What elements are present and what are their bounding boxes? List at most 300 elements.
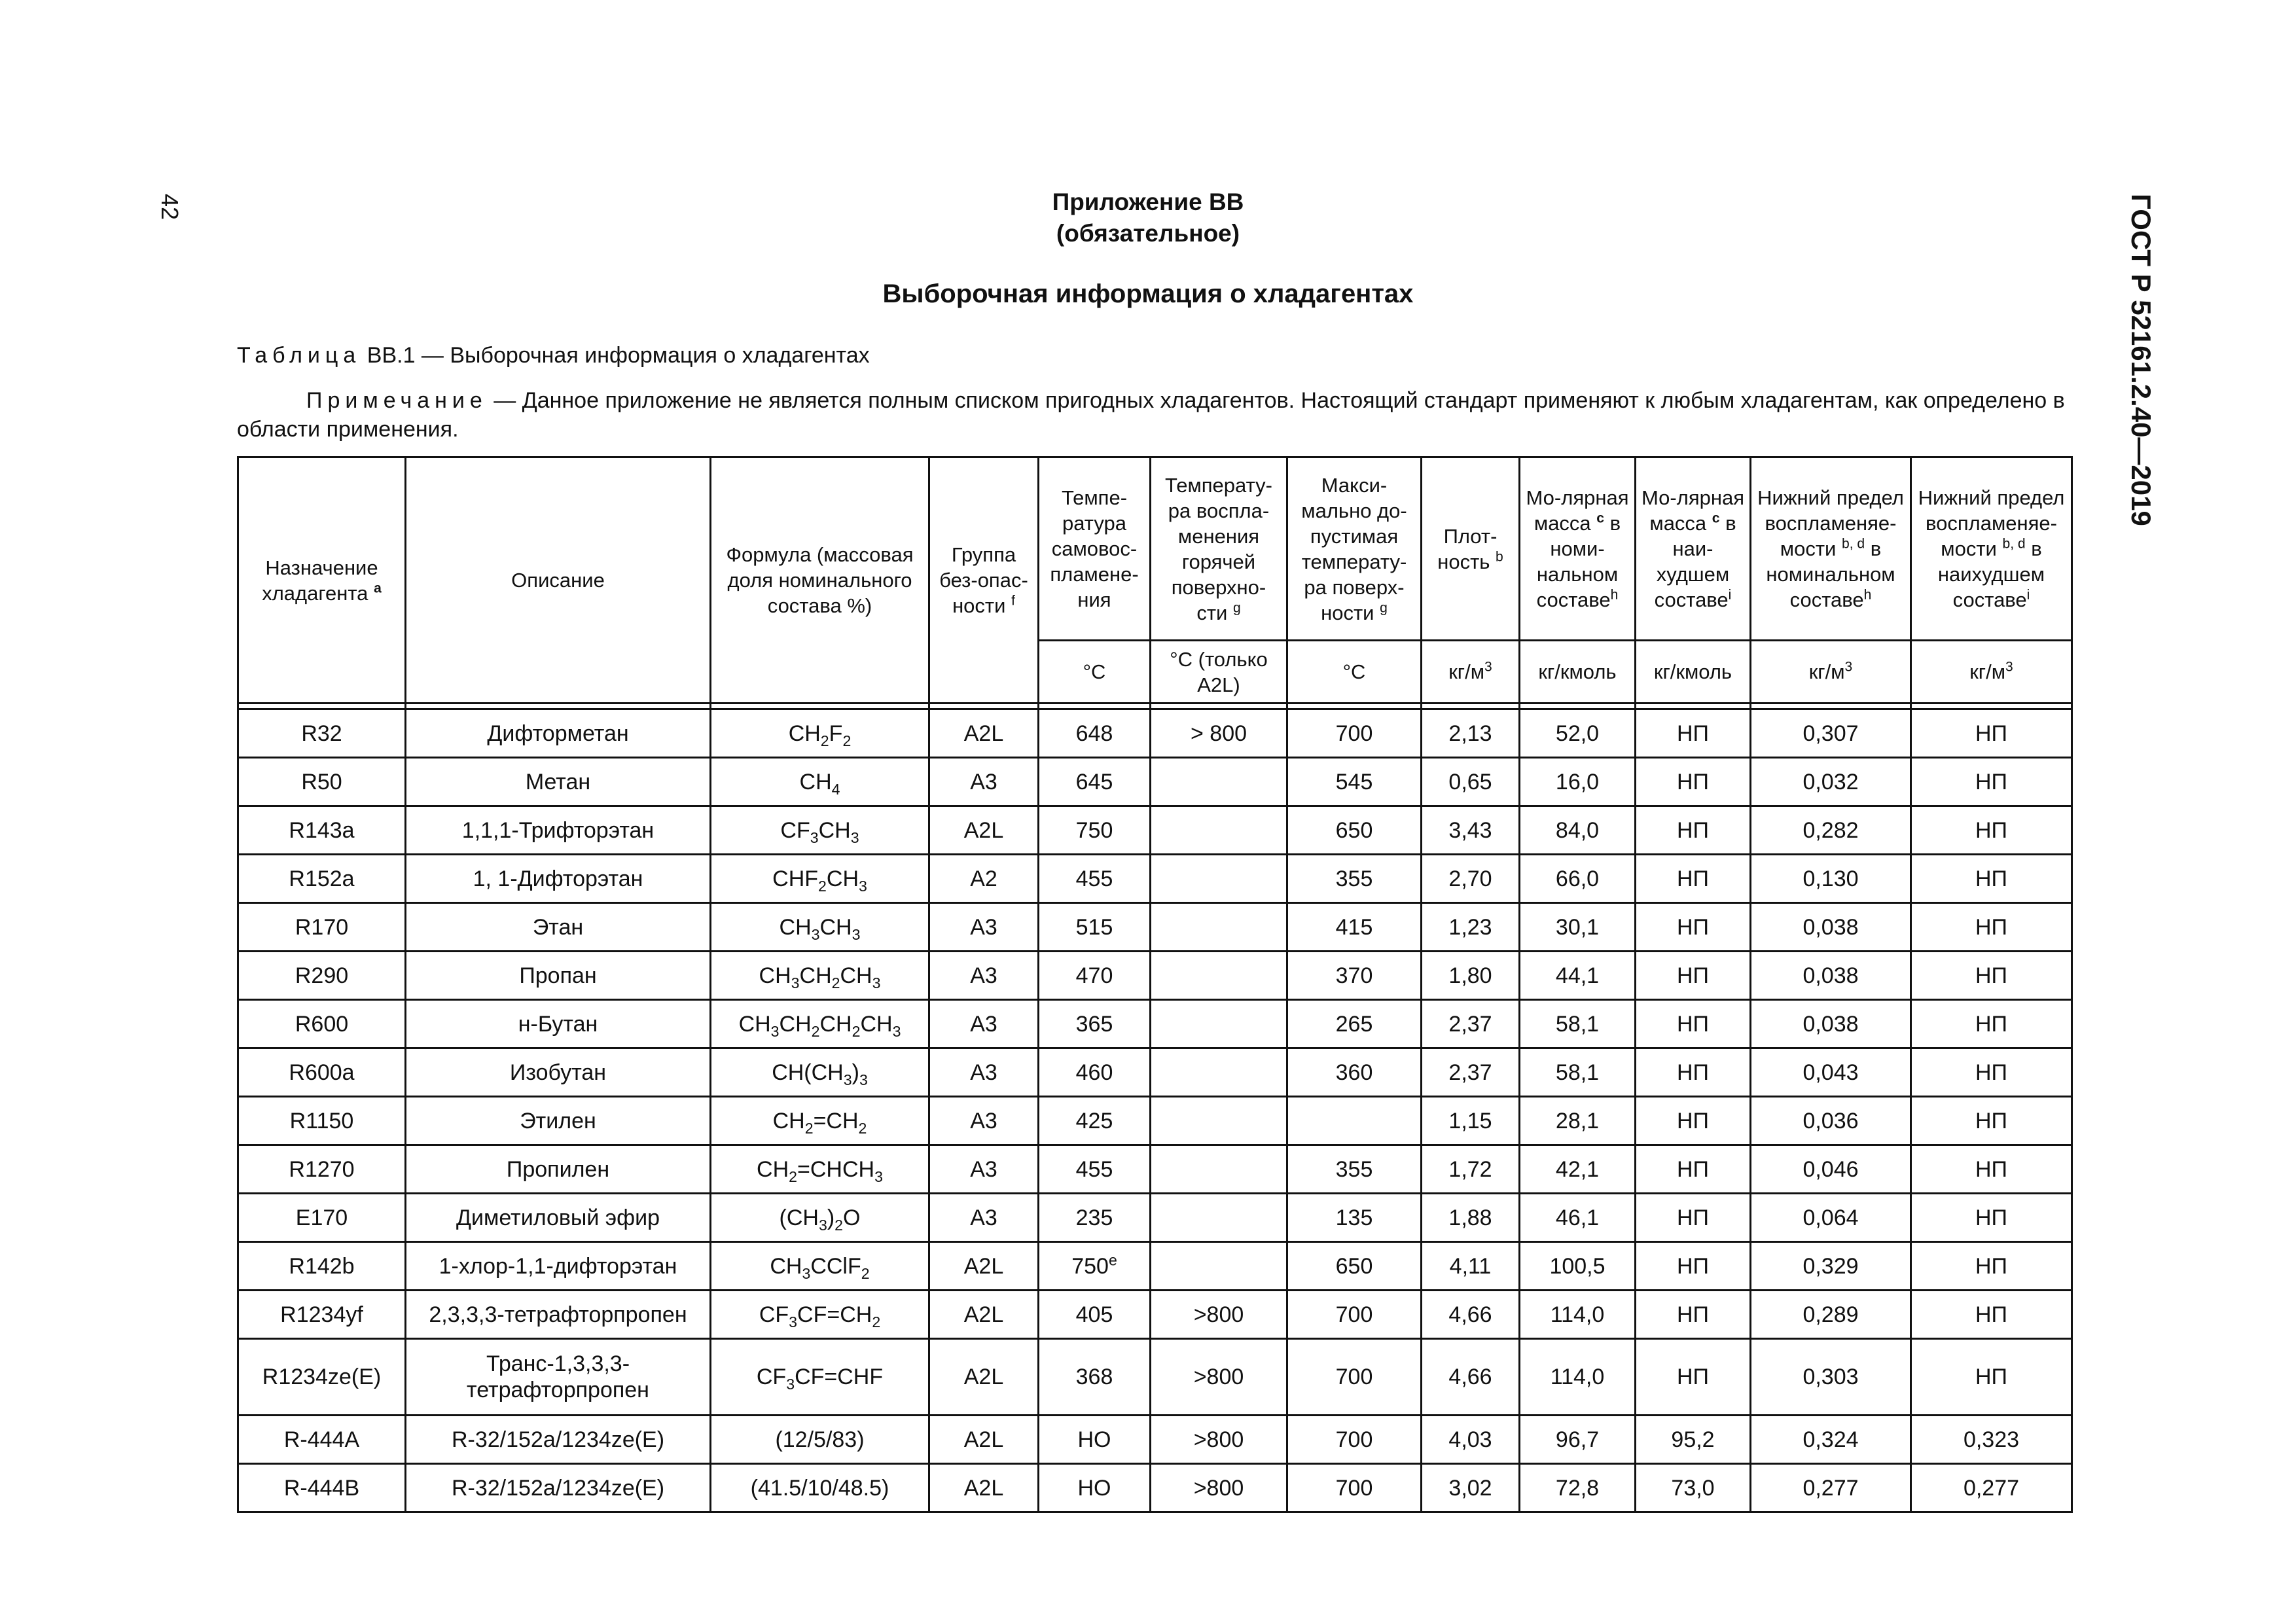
autoignition-temperature: 515 bbox=[1039, 903, 1151, 952]
autoignition-temperature: 405 bbox=[1039, 1291, 1151, 1339]
density: 3,02 bbox=[1422, 1464, 1520, 1512]
formula-subscript: 4 bbox=[831, 780, 840, 798]
refrigerant-formula: (41.5/10/48.5) bbox=[711, 1464, 929, 1512]
superscript-mark: c bbox=[1712, 510, 1720, 526]
unit-cell: °C bbox=[1039, 641, 1151, 704]
molar-mass-nominal: 30,1 bbox=[1520, 903, 1636, 952]
refrigerant-designation: R1234ze(E) bbox=[238, 1339, 406, 1416]
refrigerant-description: Пропилен bbox=[406, 1145, 711, 1194]
molar-mass-worst-case: НП bbox=[1636, 758, 1751, 806]
formula-subscript: 3 bbox=[859, 877, 867, 895]
density: 3,43 bbox=[1422, 806, 1520, 855]
refrigerant-formula: $CH_3CH_3$ bbox=[711, 903, 929, 952]
lfl-worst-case: 0,323 bbox=[1911, 1416, 2072, 1464]
refrigerant-description: Транс-1,3,3,3-тетрафторпропен bbox=[406, 1339, 711, 1416]
formula-subscript: 3 bbox=[843, 1071, 852, 1088]
hot-surface-ignition-temperature bbox=[1151, 1097, 1287, 1145]
max-surface-temperature bbox=[1287, 1097, 1422, 1145]
lfl-nominal: 0,329 bbox=[1751, 1242, 1911, 1291]
table-row bbox=[238, 709, 2072, 758]
lfl-nominal: 0,043 bbox=[1751, 1048, 1911, 1097]
refrigerant-formula: $CHF_2CH_3$ bbox=[711, 855, 929, 903]
header-text: Описание bbox=[511, 569, 605, 592]
superscript-mark: b bbox=[1496, 548, 1503, 564]
molar-mass-worst-case: НП bbox=[1636, 1048, 1751, 1097]
molar-mass-nominal: 28,1 bbox=[1520, 1097, 1636, 1145]
header-text: Температу-ра воспла-менения горячей поверхно-сти bbox=[1165, 473, 1272, 624]
safety-group: A2L bbox=[929, 1416, 1039, 1464]
safety-group: A2L bbox=[929, 1339, 1039, 1416]
molar-mass-worst-case: НП bbox=[1636, 1291, 1751, 1339]
lfl-worst-case: НП bbox=[1911, 903, 2072, 952]
refrigerant-designation: R1270 bbox=[238, 1145, 406, 1194]
safety-group: A3 bbox=[929, 1145, 1039, 1194]
max-surface-temperature: 650 bbox=[1287, 1242, 1422, 1291]
header-text: Плот-ность bbox=[1437, 524, 1498, 573]
density: 1,23 bbox=[1422, 903, 1520, 952]
molar-mass-worst-case: НП bbox=[1636, 1000, 1751, 1048]
table-row bbox=[238, 1339, 2072, 1416]
lfl-nominal: 0,064 bbox=[1751, 1194, 1911, 1242]
refrigerant-description: R-32/152a/1234ze(E) bbox=[406, 1464, 711, 1512]
lfl-worst-case: НП bbox=[1911, 1000, 2072, 1048]
header-cell: Нижний предел воспламеняе-мости $^{b, d}$ в наихудшем составе$^i$ bbox=[1911, 457, 2072, 641]
table-row bbox=[238, 1242, 2072, 1291]
safety-group: A2L bbox=[929, 1242, 1039, 1291]
refrigerant-description: 2,3,3,3-тетрафторпропен bbox=[406, 1291, 711, 1339]
separator-cell bbox=[1151, 704, 1287, 709]
refrigerant-description: Пропан bbox=[406, 952, 711, 1000]
refrigerant-description: н-Бутан bbox=[406, 1000, 711, 1048]
molar-mass-nominal: 84,0 bbox=[1520, 806, 1636, 855]
autoignition-temperature: 425 bbox=[1039, 1097, 1151, 1145]
table-row bbox=[238, 1145, 2072, 1194]
molar-mass-nominal: 16,0 bbox=[1520, 758, 1636, 806]
formula-subscript: 2 bbox=[811, 1022, 820, 1040]
density: 1,15 bbox=[1422, 1097, 1520, 1145]
lfl-nominal: 0,324 bbox=[1751, 1416, 1911, 1464]
lfl-nominal: 0,046 bbox=[1751, 1145, 1911, 1194]
safety-group: A2L bbox=[929, 709, 1039, 758]
table-row bbox=[238, 1291, 2072, 1339]
hot-surface-ignition-temperature: >800 bbox=[1151, 1416, 1287, 1464]
header-cell bbox=[238, 457, 406, 704]
header-cell: Мо-лярная масса $^c$ в наи-худшем составе$^i$ bbox=[1636, 457, 1751, 641]
superscript-mark: 3 bbox=[2005, 659, 2013, 675]
safety-group: A3 bbox=[929, 1000, 1039, 1048]
autoignition-temperature: 365 bbox=[1039, 1000, 1151, 1048]
molar-mass-worst-case: НП bbox=[1636, 855, 1751, 903]
header-text: Формула (массовая доля номинального состава %) bbox=[726, 543, 914, 617]
refrigerant-formula: $CF_3CF=CHF$ bbox=[711, 1339, 929, 1416]
refrigerant-formula: $CH_2=CH_2$ bbox=[711, 1097, 929, 1145]
hot-surface-ignition-temperature bbox=[1151, 1194, 1287, 1242]
formula-subscript: 2 bbox=[861, 1264, 870, 1282]
table-row bbox=[238, 758, 2072, 806]
header-text: Мо-лярная масса bbox=[1641, 486, 1744, 535]
refrigerant-description: Изобутан bbox=[406, 1048, 711, 1097]
density: 2,70 bbox=[1422, 855, 1520, 903]
header-cell bbox=[1422, 457, 1520, 641]
density: 4,03 bbox=[1422, 1416, 1520, 1464]
density: 0,65 bbox=[1422, 758, 1520, 806]
lfl-worst-case: НП bbox=[1911, 952, 2072, 1000]
separator-cell bbox=[1422, 704, 1520, 709]
max-surface-temperature: 700 bbox=[1287, 1464, 1422, 1512]
header-cell bbox=[1039, 457, 1151, 641]
refrigerant-formula: (12/5/83) bbox=[711, 1416, 929, 1464]
refrigerant-formula: $CH_3CH_2CH_3$ bbox=[711, 952, 929, 1000]
molar-mass-nominal: 58,1 bbox=[1520, 1048, 1636, 1097]
autoignition-temperature: 455 bbox=[1039, 1145, 1151, 1194]
hot-surface-ignition-temperature bbox=[1151, 855, 1287, 903]
formula-subscript: 3 bbox=[859, 1071, 868, 1088]
unit-cell: кг/кмоль bbox=[1520, 641, 1636, 704]
lfl-nominal: 0,038 bbox=[1751, 952, 1911, 1000]
refrigerant-description: Метан bbox=[406, 758, 711, 806]
formula-subscript: 3 bbox=[789, 1313, 798, 1330]
header-text: Группа без-опас-ности bbox=[939, 543, 1028, 617]
molar-mass-nominal: 52,0 bbox=[1520, 709, 1636, 758]
formula-subscript: 3 bbox=[872, 974, 881, 991]
header-cell bbox=[406, 457, 711, 704]
table-note bbox=[237, 386, 2070, 444]
header-separator bbox=[238, 704, 2072, 709]
molar-mass-nominal: 114,0 bbox=[1520, 1291, 1636, 1339]
refrigerant-designation: R290 bbox=[238, 952, 406, 1000]
refrigerant-designation: R600a bbox=[238, 1048, 406, 1097]
lfl-nominal: 0,307 bbox=[1751, 709, 1911, 758]
separator-cell bbox=[1911, 704, 2072, 709]
molar-mass-nominal: 66,0 bbox=[1520, 855, 1636, 903]
lfl-nominal: 0,282 bbox=[1751, 806, 1911, 855]
refrigerant-table bbox=[237, 456, 2073, 1513]
lfl-worst-case: НП bbox=[1911, 855, 2072, 903]
refrigerant-designation: R32 bbox=[238, 709, 406, 758]
density: 2,37 bbox=[1422, 1048, 1520, 1097]
hot-surface-ignition-temperature: >800 bbox=[1151, 1339, 1287, 1416]
table-caption-text: ВВ.1 — Выборочная информация о хладагентах bbox=[367, 343, 870, 368]
max-surface-temperature: 355 bbox=[1287, 855, 1422, 903]
refrigerant-designation: R1150 bbox=[238, 1097, 406, 1145]
molar-mass-worst-case: НП bbox=[1636, 1194, 1751, 1242]
refrigerant-formula: $CH_2F_2$ bbox=[711, 709, 929, 758]
hot-surface-ignition-temperature: >800 bbox=[1151, 1291, 1287, 1339]
molar-mass-worst-case: НП bbox=[1636, 1242, 1751, 1291]
formula-subscript: 2 bbox=[852, 1022, 861, 1040]
formula-subscript: 2 bbox=[872, 1313, 881, 1330]
molar-mass-nominal: 42,1 bbox=[1520, 1145, 1636, 1194]
safety-group: A2 bbox=[929, 855, 1039, 903]
refrigerant-designation: R-444B bbox=[238, 1464, 406, 1512]
lfl-nominal: 0,303 bbox=[1751, 1339, 1911, 1416]
separator-cell bbox=[929, 704, 1039, 709]
note-text: — Данное приложение не является полным списком пригодных хладагентов. Настоящий стандарт применяют к любым хладагентам, как определено в области применения. bbox=[237, 388, 2065, 442]
table-row bbox=[238, 1194, 2072, 1242]
table-row bbox=[238, 806, 2072, 855]
refrigerant-description: Этилен bbox=[406, 1097, 711, 1145]
formula-subscript: 3 bbox=[852, 925, 861, 943]
separator-cell bbox=[406, 704, 711, 709]
lfl-worst-case: НП bbox=[1911, 806, 2072, 855]
formula-subscript: 3 bbox=[850, 829, 859, 846]
refrigerant-designation: R142b bbox=[238, 1242, 406, 1291]
header-text: Темпе-ратура самовос-пламене-ния bbox=[1050, 486, 1139, 611]
hot-surface-ignition-temperature bbox=[1151, 1000, 1287, 1048]
molar-mass-nominal: 46,1 bbox=[1520, 1194, 1636, 1242]
lfl-worst-case: НП bbox=[1911, 1339, 2072, 1416]
molar-mass-nominal: 100,5 bbox=[1520, 1242, 1636, 1291]
molar-mass-nominal: 44,1 bbox=[1520, 952, 1636, 1000]
max-surface-temperature: 545 bbox=[1287, 758, 1422, 806]
superscript-mark: i bbox=[2026, 587, 2030, 603]
unit-cell: $кг/м^3$ bbox=[1751, 641, 1911, 704]
annex-status: (обязательное) bbox=[1056, 220, 1240, 247]
separator-cell bbox=[1751, 704, 1911, 709]
refrigerant-designation: R152a bbox=[238, 855, 406, 903]
refrigerant-description: R-32/152a/1234ze(E) bbox=[406, 1416, 711, 1464]
unit-cell: °C bbox=[1287, 641, 1422, 704]
molar-mass-nominal: 72,8 bbox=[1520, 1464, 1636, 1512]
superscript-mark: 3 bbox=[1844, 659, 1853, 675]
autoignition-temperature: 750e bbox=[1039, 1242, 1151, 1291]
max-surface-temperature: 700 bbox=[1287, 1339, 1422, 1416]
lfl-worst-case: НП bbox=[1911, 1048, 2072, 1097]
max-surface-temperature: 700 bbox=[1287, 1416, 1422, 1464]
hot-surface-ignition-temperature bbox=[1151, 903, 1287, 952]
refrigerant-formula: $CH_3CClF_2$ bbox=[711, 1242, 929, 1291]
max-surface-temperature: 415 bbox=[1287, 903, 1422, 952]
safety-group: A3 bbox=[929, 758, 1039, 806]
superscript-mark: h bbox=[1610, 587, 1619, 603]
lfl-worst-case: НП bbox=[1911, 1242, 2072, 1291]
table-caption bbox=[237, 343, 870, 368]
hot-surface-ignition-temperature bbox=[1151, 1048, 1287, 1097]
autoignition-temperature: 368 bbox=[1039, 1339, 1151, 1416]
lfl-worst-case: НП bbox=[1911, 1194, 2072, 1242]
lfl-nominal: 0,036 bbox=[1751, 1097, 1911, 1145]
hot-surface-ignition-temperature: > 800 bbox=[1151, 709, 1287, 758]
max-surface-temperature: 700 bbox=[1287, 1291, 1422, 1339]
autoignition-temperature: 460 bbox=[1039, 1048, 1151, 1097]
unit-cell: $кг/м^3$ bbox=[1911, 641, 2072, 704]
separator-cell bbox=[711, 704, 929, 709]
max-surface-temperature: 135 bbox=[1287, 1194, 1422, 1242]
lfl-nominal: 0,277 bbox=[1751, 1464, 1911, 1512]
density: 1,80 bbox=[1422, 952, 1520, 1000]
table-row bbox=[238, 1464, 2072, 1512]
density: 2,37 bbox=[1422, 1000, 1520, 1048]
refrigerant-designation: E170 bbox=[238, 1194, 406, 1242]
annex-title: Приложение ВВ bbox=[1052, 188, 1244, 215]
refrigerant-formula: $CH_3CH_2CH_2CH_3$ bbox=[711, 1000, 929, 1048]
formula-subscript: 3 bbox=[818, 1216, 827, 1234]
separator-cell bbox=[1039, 704, 1151, 709]
lfl-worst-case: НП bbox=[1911, 1097, 2072, 1145]
density: 4,11 bbox=[1422, 1242, 1520, 1291]
formula-subscript: 3 bbox=[802, 1264, 811, 1282]
header-cell: Нижний предел воспламеняе-мости $^{b, d}$ в номинальном составе$^h$ bbox=[1751, 457, 1911, 641]
header-text: Нижний предел воспламеняе-мости bbox=[1757, 486, 1904, 560]
refrigerant-description: Диметиловый эфир bbox=[406, 1194, 711, 1242]
refrigerant-formula: $CF_3CF=CH_2$ bbox=[711, 1291, 929, 1339]
refrigerant-table-container bbox=[237, 456, 2073, 1513]
separator-cell bbox=[238, 704, 406, 709]
lfl-worst-case: НП bbox=[1911, 758, 2072, 806]
header-text: Макси-мально до-пустимая температу-ра поверх-ности bbox=[1301, 473, 1407, 624]
refrigerant-description: Дифторметан bbox=[406, 709, 711, 758]
lfl-nominal: 0,289 bbox=[1751, 1291, 1911, 1339]
superscript-mark: f bbox=[1011, 593, 1015, 609]
lfl-nominal: 0,032 bbox=[1751, 758, 1911, 806]
safety-group: A3 bbox=[929, 1194, 1039, 1242]
table-row bbox=[238, 1000, 2072, 1048]
molar-mass-nominal: 58,1 bbox=[1520, 1000, 1636, 1048]
formula-subscript: 2 bbox=[818, 877, 827, 895]
header-cell bbox=[711, 457, 929, 704]
autoignition-temperature: 470 bbox=[1039, 952, 1151, 1000]
hot-surface-ignition-temperature: >800 bbox=[1151, 1464, 1287, 1512]
formula-subscript: 2 bbox=[834, 1216, 844, 1234]
table-row bbox=[238, 903, 2072, 952]
table-row bbox=[238, 1416, 2072, 1464]
autoignition-temperature: 750 bbox=[1039, 806, 1151, 855]
safety-group: A2L bbox=[929, 1464, 1039, 1512]
formula-subscript: 3 bbox=[810, 829, 819, 846]
superscript-mark: e bbox=[1108, 1251, 1117, 1268]
formula-subscript: 2 bbox=[831, 974, 840, 991]
separator-cell bbox=[1520, 704, 1636, 709]
hot-surface-ignition-temperature bbox=[1151, 758, 1287, 806]
formula-subscript: 2 bbox=[804, 1119, 814, 1137]
table-body bbox=[238, 709, 2072, 1512]
header-cell bbox=[1151, 457, 1287, 641]
formula-subscript: 3 bbox=[874, 1168, 883, 1185]
superscript-mark: 3 bbox=[1484, 659, 1492, 675]
table-row bbox=[238, 1048, 2072, 1097]
formula-subscript: 2 bbox=[820, 732, 829, 749]
molar-mass-nominal: 96,7 bbox=[1520, 1416, 1636, 1464]
superscript-mark: b, d bbox=[2002, 536, 2026, 552]
formula-subscript: 3 bbox=[811, 925, 820, 943]
refrigerant-designation: R600 bbox=[238, 1000, 406, 1048]
document-code: ГОСТ Р 52161.2.40—2019 bbox=[2126, 194, 2157, 526]
autoignition-temperature: НО bbox=[1039, 1416, 1151, 1464]
note-label: Примечание bbox=[306, 388, 488, 413]
table-row bbox=[238, 1097, 2072, 1145]
header-text: Мо-лярная масса bbox=[1526, 486, 1629, 535]
refrigerant-designation: R143a bbox=[238, 806, 406, 855]
hot-surface-ignition-temperature bbox=[1151, 952, 1287, 1000]
density: 1,72 bbox=[1422, 1145, 1520, 1194]
molar-mass-worst-case: НП bbox=[1636, 1145, 1751, 1194]
unit-cell: $кг/м^3$ bbox=[1422, 641, 1520, 704]
refrigerant-formula: $CF_3CH_3$ bbox=[711, 806, 929, 855]
density: 4,66 bbox=[1422, 1339, 1520, 1416]
molar-mass-worst-case: НП bbox=[1636, 709, 1751, 758]
formula-subscript: 2 bbox=[789, 1168, 798, 1185]
safety-group: A3 bbox=[929, 1097, 1039, 1145]
refrigerant-description: 1, 1-Дифторэтан bbox=[406, 855, 711, 903]
table-row bbox=[238, 855, 2072, 903]
unit-cell: °C (только A2L) bbox=[1151, 641, 1287, 704]
molar-mass-nominal: 114,0 bbox=[1520, 1339, 1636, 1416]
superscript-mark: i bbox=[1728, 587, 1732, 603]
unit-cell: кг/кмоль bbox=[1636, 641, 1751, 704]
molar-mass-worst-case: НП bbox=[1636, 806, 1751, 855]
refrigerant-formula: $(CH_3)_2O$ bbox=[711, 1194, 929, 1242]
molar-mass-worst-case: 95,2 bbox=[1636, 1416, 1751, 1464]
superscript-mark: h bbox=[1863, 587, 1872, 603]
density: 2,13 bbox=[1422, 709, 1520, 758]
molar-mass-worst-case: 73,0 bbox=[1636, 1464, 1751, 1512]
lfl-worst-case: НП bbox=[1911, 1291, 2072, 1339]
lfl-worst-case: НП bbox=[1911, 1145, 2072, 1194]
table-header bbox=[238, 457, 2072, 709]
lfl-nominal: 0,130 bbox=[1751, 855, 1911, 903]
safety-group: A3 bbox=[929, 1048, 1039, 1097]
max-surface-temperature: 265 bbox=[1287, 1000, 1422, 1048]
autoignition-temperature: 235 bbox=[1039, 1194, 1151, 1242]
lfl-worst-case: НП bbox=[1911, 709, 2072, 758]
superscript-mark: g bbox=[1232, 599, 1241, 615]
max-surface-temperature: 355 bbox=[1287, 1145, 1422, 1194]
header-text: Назначение хладагента bbox=[262, 556, 378, 605]
max-surface-temperature: 370 bbox=[1287, 952, 1422, 1000]
safety-group: A3 bbox=[929, 903, 1039, 952]
molar-mass-worst-case: НП bbox=[1636, 1339, 1751, 1416]
refrigerant-designation: R170 bbox=[238, 903, 406, 952]
refrigerant-designation: R1234yf bbox=[238, 1291, 406, 1339]
hot-surface-ignition-temperature bbox=[1151, 806, 1287, 855]
section-title: Выборочная информация о хладагентах bbox=[882, 279, 1414, 308]
hot-surface-ignition-temperature bbox=[1151, 1145, 1287, 1194]
formula-subscript: 3 bbox=[791, 974, 800, 991]
refrigerant-designation: R50 bbox=[238, 758, 406, 806]
superscript-mark: c bbox=[1596, 510, 1605, 526]
autoignition-temperature: 455 bbox=[1039, 855, 1151, 903]
header-cell bbox=[1287, 457, 1422, 641]
header-cell: Мо-лярная масса $^c$ в номи-нальном составе$^h$ bbox=[1520, 457, 1636, 641]
max-surface-temperature: 650 bbox=[1287, 806, 1422, 855]
superscript-mark: a bbox=[374, 580, 382, 596]
formula-subscript: 3 bbox=[892, 1022, 901, 1040]
separator-cell bbox=[1287, 704, 1422, 709]
table-row bbox=[238, 952, 2072, 1000]
separator-cell bbox=[1636, 704, 1751, 709]
safety-group: A2L bbox=[929, 1291, 1039, 1339]
page-number: 42 bbox=[156, 194, 183, 221]
molar-mass-worst-case: НП bbox=[1636, 952, 1751, 1000]
hot-surface-ignition-temperature bbox=[1151, 1242, 1287, 1291]
header-text: Нижний предел воспламеняе-мости bbox=[1918, 486, 2065, 560]
molar-mass-worst-case: НП bbox=[1636, 1097, 1751, 1145]
header-cell bbox=[929, 457, 1039, 704]
refrigerant-formula: $CH_2=CHCH_3$ bbox=[711, 1145, 929, 1194]
lfl-worst-case: 0,277 bbox=[1911, 1464, 2072, 1512]
max-surface-temperature: 700 bbox=[1287, 709, 1422, 758]
refrigerant-description: 1,1,1-Трифторэтан bbox=[406, 806, 711, 855]
formula-subscript: 2 bbox=[858, 1119, 867, 1137]
table-caption-prefix: Таблица bbox=[237, 343, 361, 368]
autoignition-temperature: НО bbox=[1039, 1464, 1151, 1512]
header-row bbox=[238, 457, 2072, 641]
molar-mass-worst-case: НП bbox=[1636, 903, 1751, 952]
lfl-nominal: 0,038 bbox=[1751, 1000, 1911, 1048]
superscript-mark: g bbox=[1380, 599, 1388, 615]
formula-subscript: 2 bbox=[842, 732, 852, 749]
refrigerant-formula: $CH_4$ bbox=[711, 758, 929, 806]
